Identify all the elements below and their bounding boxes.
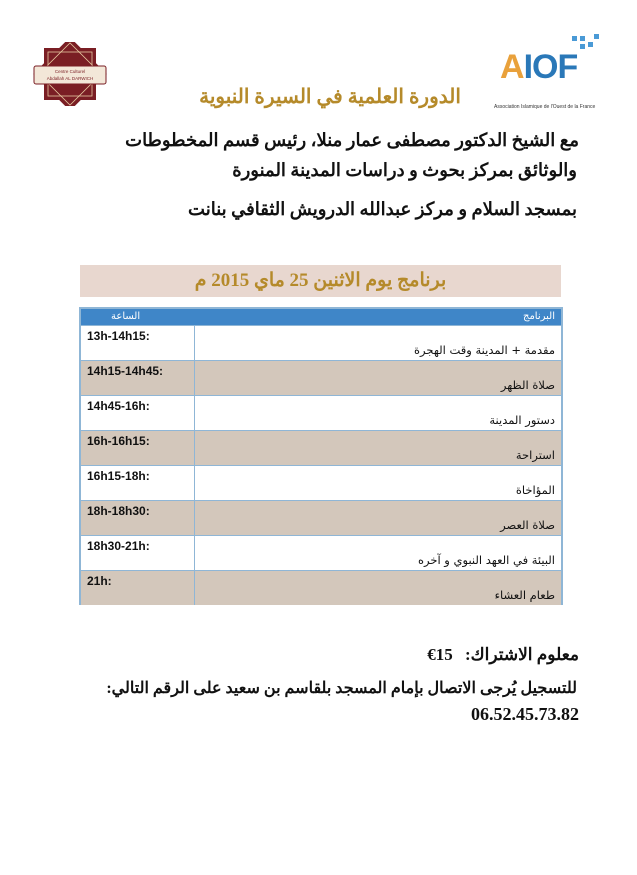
column-divider	[194, 466, 195, 500]
schedule-row	[81, 395, 561, 430]
venue-line: بمسجد السلام و مركز عبدالله الدرويش الثقافي بنانت	[188, 199, 577, 219]
schedule-row	[81, 430, 561, 465]
column-divider	[194, 501, 195, 535]
speaker-line: مع الشيخ الدكتور مصطفى عمار منلا، رئيس قسم المخطوطات	[125, 130, 579, 150]
column-divider	[194, 326, 195, 360]
column-divider	[194, 536, 195, 570]
schedule-time: 21h:	[87, 574, 112, 588]
schedule-time: 18h30-21h:	[87, 539, 150, 553]
schedule-time: 16h-16h15:	[87, 434, 150, 448]
cultural-center-logo	[28, 42, 112, 106]
schedule-time: 14h15-14h45:	[87, 364, 164, 378]
schedule-program: استراحة	[515, 448, 555, 462]
schedule-program: صلاة العصر	[500, 518, 555, 532]
schedule-time: 18h-18h30:	[87, 504, 150, 518]
fee-amount: 15€	[427, 645, 453, 664]
column-time-header: الساعة	[111, 311, 141, 322]
logo-left-line2: Abdallah AL DARWICH	[46, 76, 94, 81]
column-divider	[194, 431, 195, 465]
schedule-time: 14h45-16h:	[87, 399, 150, 413]
schedule-row	[81, 535, 561, 570]
schedule-row	[81, 500, 561, 535]
schedule-header	[81, 309, 561, 325]
schedule-row	[81, 465, 561, 500]
schedule-program: مقدمة + المدينة وقت الهجرة	[414, 343, 555, 357]
fee-line	[427, 645, 579, 665]
column-divider	[194, 396, 195, 430]
schedule-table	[79, 307, 563, 605]
schedule-program: البيئة في العهد النبوي و آخره	[417, 553, 555, 567]
schedule-program: المؤاخاة	[515, 483, 555, 497]
speaker-affiliation: والوثائق بمركز بحوث و دراسات المدينة المنورة	[232, 160, 577, 180]
phone-number[interactable]: 06.52.45.73.82	[471, 704, 579, 724]
column-divider	[194, 571, 195, 605]
schedule-program: صلاة الظهر	[500, 378, 555, 392]
aiof-subtitle: Association Islamique de l'Ouest de la France	[494, 104, 596, 110]
schedule-row	[81, 570, 561, 605]
registration-note: للتسجيل يُرجى الاتصال بإمام المسجد بلقاسم بن سعيد على الرقم التالي:	[106, 680, 577, 697]
schedule-time: 16h15-18h:	[87, 469, 150, 483]
schedule-row	[81, 360, 561, 395]
aiof-wordmark: AIOF	[500, 48, 578, 86]
course-title: الدورة العلمية في السيرة النبوية	[199, 86, 461, 108]
fee-label: معلوم الاشتراك:	[464, 645, 579, 664]
schedule-time: 13h-14h15:	[87, 329, 150, 343]
schedule-row	[81, 325, 561, 360]
program-date-banner: برنامج يوم الاثنين 25 ماي 2015 م	[80, 265, 561, 297]
column-program-header: البرنامج	[522, 311, 555, 322]
aiof-logo	[494, 30, 604, 110]
schedule-program: دستور المدينة	[489, 413, 555, 427]
logo-left-line1: Centre Culturel	[54, 69, 86, 74]
schedule-program: طعام العشاء	[494, 588, 555, 602]
column-divider	[194, 361, 195, 395]
